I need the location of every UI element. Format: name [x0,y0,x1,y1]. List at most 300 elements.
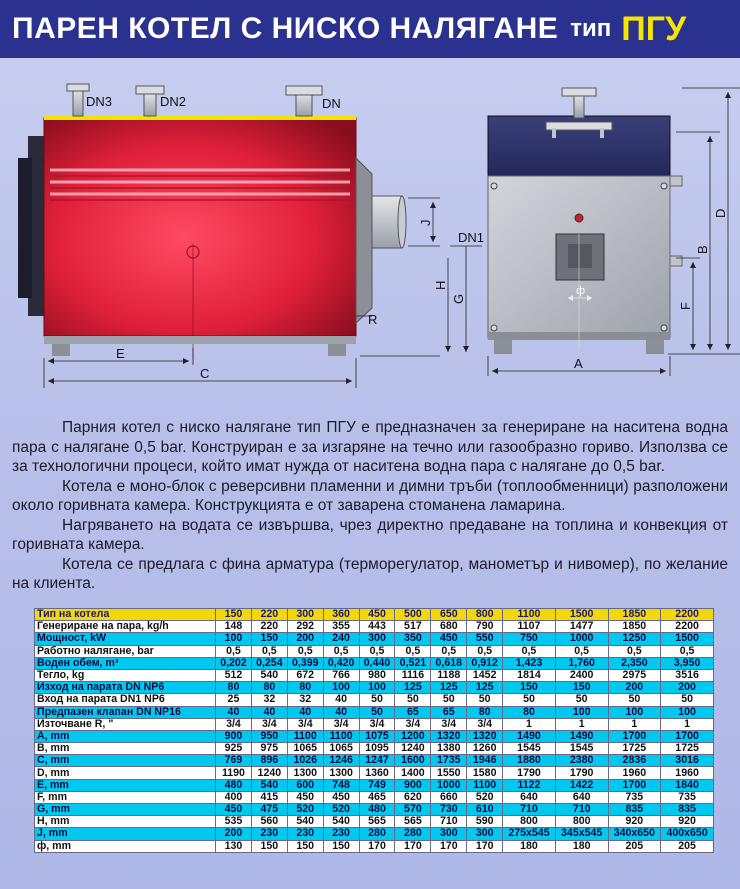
label-dn1: DN1 [458,230,485,245]
label-r: R [368,312,378,327]
table-cell: 1,760 [555,657,608,669]
table-cell: 40 [323,694,359,706]
table-cell: 200 [287,633,323,645]
table-cell: 1946 [467,755,503,767]
table-cell: 1960 [608,767,661,779]
description-paragraph: Парния котел с ниско налягане тип ПГУ е предназначен за генериране на наситена водна пара с налягане 0,5 bar. Конструиран е за изгаряне на течно или газообразно гориво. Използва се за технологични процеси, който имат нужда от наситена водна пара с налягане до 0,5 bar. [12,419,728,475]
table-cell: 1300 [287,767,323,779]
header-model: 1100 [503,609,556,621]
table-cell: 345x545 [555,828,608,840]
row-label: J, mm [35,828,216,840]
table-cell: 0,5 [503,645,556,657]
label-a: A [574,356,583,371]
row-label: Вход на парата DN1 NP6 [35,694,216,706]
table-cell: 749 [359,779,395,791]
table-cell: 1240 [395,743,431,755]
row-label: Мощност, kW [35,633,216,645]
table-cell: 520 [323,804,359,816]
table-cell: 300 [467,828,503,840]
table-cell: 1188 [431,669,467,681]
table-row [35,743,714,755]
table-cell: 180 [503,840,556,852]
label-e: E [116,346,125,361]
table-cell: 0,399 [287,657,323,669]
table-cell: 50 [555,694,608,706]
table-cell: 80 [287,682,323,694]
table-cell: 1 [608,718,661,730]
table-cell: 180 [555,840,608,852]
table-cell: 1422 [555,779,608,791]
specs-table [34,608,714,853]
table-cell: 0,202 [216,657,252,669]
label-f: F [678,302,693,310]
row-label: E, mm [35,779,216,791]
table-cell: 710 [555,804,608,816]
table-cell: 480 [216,779,252,791]
table-cell: 340x650 [608,828,661,840]
table-cell: 3516 [661,669,714,681]
table-cell: 3016 [661,755,714,767]
row-label: Предпазен клапан DN NP16 [35,706,216,718]
table-cell: 50 [661,694,714,706]
table-cell: 200 [608,682,661,694]
table-row [35,804,714,816]
header-model: 450 [359,609,395,621]
table-cell: 535 [216,816,252,828]
table-row [35,706,714,718]
table-cell: 50 [431,694,467,706]
table-cell: 40 [251,706,287,718]
table-cell: 1725 [608,743,661,755]
table-cell: 1490 [555,730,608,742]
table-cell: 900 [216,730,252,742]
table-cell: 1545 [555,743,608,755]
row-label: C, mm [35,755,216,767]
table-row [35,828,714,840]
table-row [35,621,714,633]
table-cell: 1380 [431,743,467,755]
table-cell: 2836 [608,755,661,767]
header-model: 360 [323,609,359,621]
table-cell: 1075 [359,730,395,742]
table-cell: 1320 [431,730,467,742]
table-cell: 950 [251,730,287,742]
table-cell: 125 [395,682,431,694]
table-cell: 620 [395,791,431,803]
table-cell: 590 [467,816,503,828]
table-cell: 170 [467,840,503,852]
table-cell: 100 [661,706,714,718]
table-cell: 148 [216,621,252,633]
table-cell: 3/4 [431,718,467,730]
table-cell: 40 [216,706,252,718]
header-model: 300 [287,609,323,621]
table-cell: 220 [251,621,287,633]
table-cell: 1880 [503,755,556,767]
table-cell: 980 [359,669,395,681]
table-cell: 835 [661,804,714,816]
table-cell: 150 [251,840,287,852]
table-cell: 1300 [323,767,359,779]
table-cell: 465 [359,791,395,803]
header-model: 800 [467,609,503,621]
table-cell: 520 [467,791,503,803]
label-dn: DN [322,96,341,111]
row-label: G, mm [35,804,216,816]
page-title: ПАРЕН КОТЕЛ С НИСКО НАЛЯГАНЕ [12,12,559,45]
table-cell: 1850 [608,621,661,633]
table-cell: 1116 [395,669,431,681]
table-cell: 1,423 [503,657,556,669]
table-cell: 1 [555,718,608,730]
table-cell: 280 [395,828,431,840]
row-label: A, mm [35,730,216,742]
table-cell: 565 [359,816,395,828]
table-cell: 1247 [359,755,395,767]
table-cell: 1100 [323,730,359,742]
table-cell: 0,254 [251,657,287,669]
table-row [35,755,714,767]
table-cell: 3/4 [323,718,359,730]
table-cell: 50 [395,694,431,706]
table-cell: 1500 [661,633,714,645]
table-cell: 600 [287,779,323,791]
table-cell: 2975 [608,669,661,681]
table-cell: 170 [359,840,395,852]
table-cell: 560 [251,816,287,828]
table-cell: 230 [251,828,287,840]
description [12,418,728,594]
table-row [35,633,714,645]
table-cell: 0,618 [431,657,467,669]
table-cell: 1360 [359,767,395,779]
table-cell: 975 [251,743,287,755]
table-cell: 450 [431,633,467,645]
table-cell: 1246 [323,755,359,767]
table-cell: 50 [467,694,503,706]
table-cell: 32 [251,694,287,706]
table-cell: 150 [323,840,359,852]
table-cell: 0,5 [555,645,608,657]
table-cell: 0,5 [661,645,714,657]
table-cell: 1790 [555,767,608,779]
table-cell: 680 [431,621,467,633]
table-cell: 25 [216,694,252,706]
table-cell: 1 [661,718,714,730]
table-cell: 50 [359,706,395,718]
side-view [18,84,485,388]
table-cell: 750 [503,633,556,645]
table-cell: 896 [251,755,287,767]
table-cell: 1000 [431,779,467,791]
table-cell: 920 [608,816,661,828]
table-cell: 205 [608,840,661,852]
table-cell: 925 [216,743,252,755]
table-cell: 0,5 [323,645,359,657]
table-cell: 150 [287,840,323,852]
table-cell: 150 [555,682,608,694]
table-cell: 0,5 [608,645,661,657]
table-cell: 80 [503,706,556,718]
header-model: 1500 [555,609,608,621]
table-cell: 800 [555,816,608,828]
table-cell: 1100 [287,730,323,742]
table-cell: 3/4 [359,718,395,730]
table-row [35,682,714,694]
table-cell: 1960 [661,767,714,779]
label-dn2: DN2 [160,94,187,109]
table-cell: 170 [395,840,431,852]
table-cell: 1400 [395,767,431,779]
table-row [35,669,714,681]
table-cell: 1490 [503,730,556,742]
row-label: F, mm [35,791,216,803]
table-cell: 50 [608,694,661,706]
table-row [35,779,714,791]
table-cell: 3/4 [467,718,503,730]
table-cell: 920 [661,816,714,828]
row-label: H, mm [35,816,216,828]
label-dn3: DN3 [86,94,113,109]
table-cell: 835 [608,804,661,816]
header-model: 150 [216,609,252,621]
table-cell: 540 [251,669,287,681]
table-cell: 1550 [431,767,467,779]
table-cell: 1250 [608,633,661,645]
table-cell: 292 [287,621,323,633]
table-cell: 900 [395,779,431,791]
table-cell: 748 [323,779,359,791]
table-cell: 200 [216,828,252,840]
table-cell: 3,950 [661,657,714,669]
table-cell: 769 [216,755,252,767]
row-label: Източване R, " [35,718,216,730]
table-cell: 100 [555,706,608,718]
table-cell: 100 [608,706,661,718]
table-cell: 355 [323,621,359,633]
table-cell: 0,420 [323,657,359,669]
table-cell: 570 [395,804,431,816]
header-model: 1850 [608,609,661,621]
label-d: D [713,208,728,218]
table-cell: 40 [323,706,359,718]
row-label: Работно налягане, bar [35,645,216,657]
table-cell: 350 [395,633,431,645]
table-cell: 1095 [359,743,395,755]
label-g: G [451,293,466,304]
table-cell: 480 [359,804,395,816]
title-bar [0,0,740,58]
table-row [35,718,714,730]
table-cell: 512 [216,669,252,681]
row-label: Изход на парата DN NP6 [35,682,216,694]
label-j: J [418,219,433,226]
table-row [35,767,714,779]
header-label: Тип на котела [35,609,216,621]
table-cell: 100 [216,633,252,645]
table-cell: 1190 [216,767,252,779]
table-cell: 125 [467,682,503,694]
table-cell: 660 [431,791,467,803]
table-cell: 230 [323,828,359,840]
table-cell: 1320 [467,730,503,742]
table-cell: 205 [661,840,714,852]
table-cell: 1700 [661,730,714,742]
table-cell: 540 [323,816,359,828]
row-label: ф, mm [35,840,216,852]
description-paragraph: Котела е моно-блок с реверсивни пламенни и димни тръби (топлообменници) разположени около горивната камера. Конструкцията е от заварена стоманена ламарина. [12,477,728,514]
header-model: 220 [251,609,287,621]
table-cell: 415 [251,791,287,803]
description-paragraph: Нагряването на водата се извършва, чрез директно предаване на топлина и конвекция от горивната камера. [12,516,728,553]
table-cell: 735 [608,791,661,803]
row-label: Генериране на пара, kg/h [35,621,216,633]
table-cell: 280 [359,828,395,840]
table-cell: 640 [555,791,608,803]
table-cell: 130 [216,840,252,852]
table-cell: 0,5 [467,645,503,657]
table-cell: 443 [359,621,395,633]
table-row [35,840,714,852]
table-cell: 1026 [287,755,323,767]
table-row [35,730,714,742]
table-cell: 50 [503,694,556,706]
header-model: 2200 [661,609,714,621]
table-cell: 1 [503,718,556,730]
table-cell: 790 [467,621,503,633]
table-cell: 520 [287,804,323,816]
table-cell: 640 [503,791,556,803]
table-cell: 0,912 [467,657,503,669]
table-cell: 0,440 [359,657,395,669]
description-paragraph: Котела се предлага с фина арматура (терморегулатор, манометър и нивомер), по желание на клиента. [12,555,728,592]
table-cell: 230 [287,828,323,840]
boiler-drawing [0,58,740,400]
table-cell: 450 [216,804,252,816]
table-cell: 1600 [395,755,431,767]
table-cell: 1240 [251,767,287,779]
label-h: H [433,280,448,290]
table-cell: 0,5 [431,645,467,657]
table-cell: 1790 [503,767,556,779]
table-cell: 3/4 [216,718,252,730]
header-model: 650 [431,609,467,621]
table-cell: 710 [503,804,556,816]
table-cell: 565 [395,816,431,828]
table-cell: 3/4 [251,718,287,730]
table-cell: 300 [431,828,467,840]
table-cell: 1452 [467,669,503,681]
table-cell: 2,350 [608,657,661,669]
title-type-word: тип [570,15,612,42]
table-row [35,791,714,803]
table-cell: 475 [251,804,287,816]
table-cell: 1477 [555,621,608,633]
table-cell: 100 [359,682,395,694]
table-cell: 200 [661,682,714,694]
row-label: D, mm [35,767,216,779]
table-cell: 100 [323,682,359,694]
table-cell: 1100 [467,779,503,791]
table-cell: 50 [359,694,395,706]
label-c: C [200,366,210,381]
table-cell: 800 [503,816,556,828]
table-cell: 0,5 [395,645,431,657]
specs-header-row [35,609,714,621]
table-cell: 125 [431,682,467,694]
table-cell: 1700 [608,779,661,791]
row-label: B, mm [35,743,216,755]
label-b: B [695,245,710,254]
table-cell: 517 [395,621,431,633]
table-cell: 1000 [555,633,608,645]
table-cell: 1735 [431,755,467,767]
table-cell: 65 [431,706,467,718]
table-cell: 730 [431,804,467,816]
table-cell: 1814 [503,669,556,681]
table-cell: 80 [467,706,503,718]
table-cell: 1725 [661,743,714,755]
table-cell: 672 [287,669,323,681]
table-cell: 1545 [503,743,556,755]
table-cell: 1122 [503,779,556,791]
table-cell: 65 [395,706,431,718]
table-cell: 1840 [661,779,714,791]
table-cell: 400x650 [661,828,714,840]
label-phi: ф [576,285,586,297]
table-cell: 0,5 [359,645,395,657]
table-cell: 1107 [503,621,556,633]
table-cell: 170 [431,840,467,852]
table-cell: 1700 [608,730,661,742]
table-cell: 240 [323,633,359,645]
table-cell: 400 [216,791,252,803]
table-row [35,694,714,706]
header-model: 500 [395,609,431,621]
table-cell: 766 [323,669,359,681]
table-cell: 540 [287,816,323,828]
table-cell: 735 [661,791,714,803]
table-cell: 300 [359,633,395,645]
table-row [35,816,714,828]
title-model: ПГУ [621,9,687,48]
row-label: Воден обем, m³ [35,657,216,669]
table-cell: 3/4 [287,718,323,730]
table-cell: 80 [216,682,252,694]
table-cell: 275x545 [503,828,556,840]
table-row [35,645,714,657]
table-cell: 540 [251,779,287,791]
table-cell: 1260 [467,743,503,755]
table-cell: 610 [467,804,503,816]
table-cell: 150 [503,682,556,694]
table-cell: 32 [287,694,323,706]
table-cell: 0,5 [251,645,287,657]
table-cell: 0,5 [287,645,323,657]
table-cell: 2380 [555,755,608,767]
table-cell: 1065 [287,743,323,755]
table-cell: 2200 [661,621,714,633]
table-cell: 0,521 [395,657,431,669]
table-cell: 1580 [467,767,503,779]
table-cell: 40 [287,706,323,718]
front-view [488,88,740,376]
table-cell: 450 [287,791,323,803]
table-row [35,657,714,669]
table-cell: 0,5 [216,645,252,657]
table-cell: 3/4 [395,718,431,730]
table-cell: 150 [251,633,287,645]
